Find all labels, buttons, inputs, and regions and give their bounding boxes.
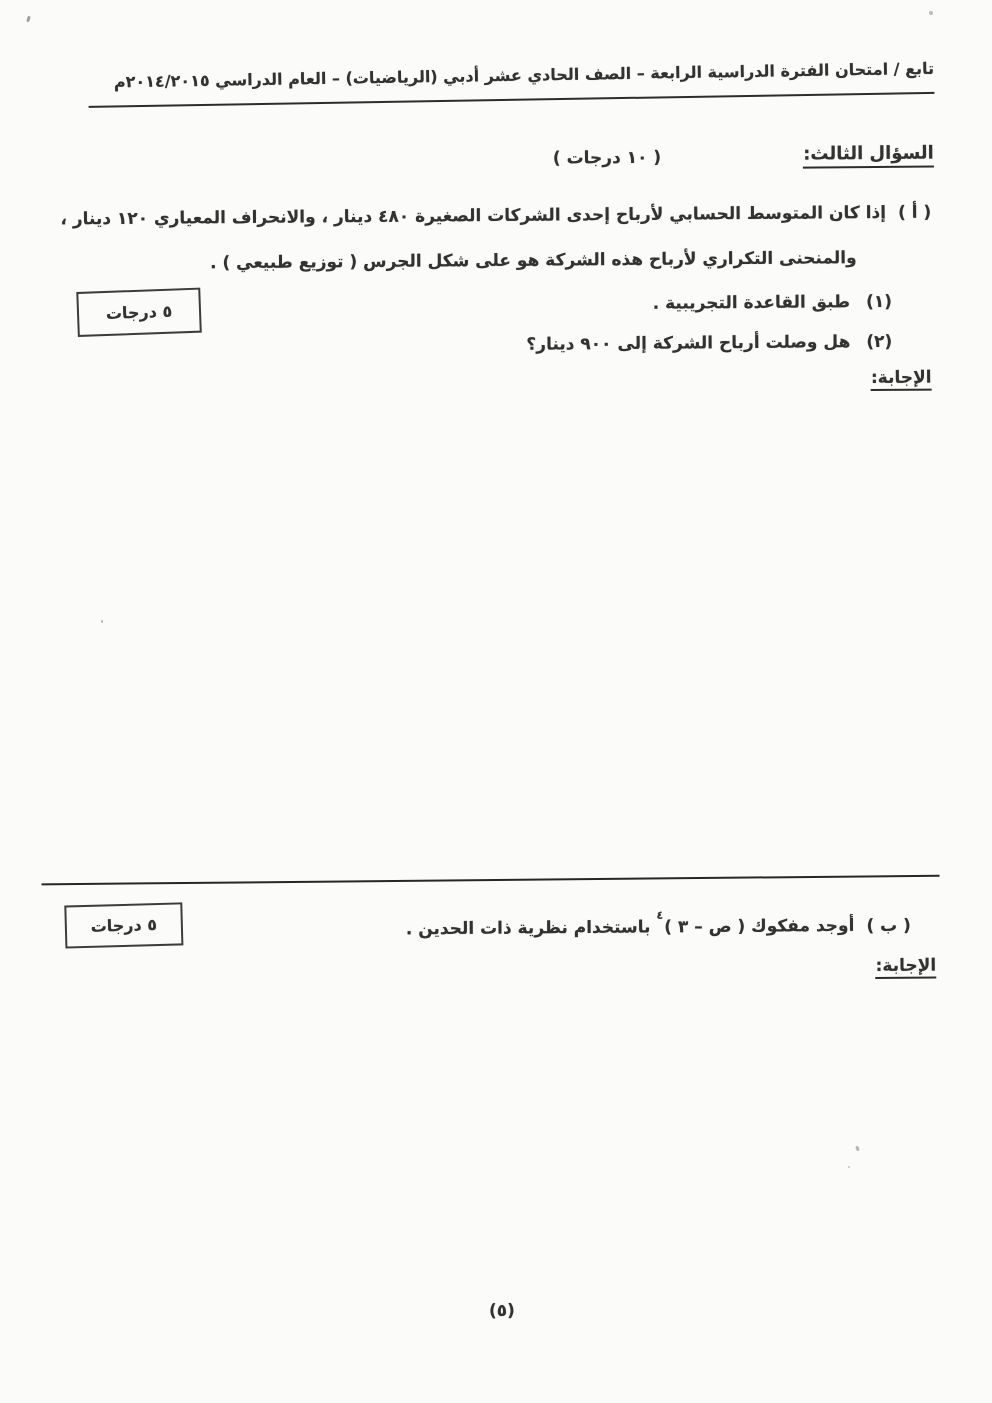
section-divider xyxy=(42,875,940,886)
question-title: السؤال الثالث: xyxy=(803,143,934,169)
question-total-marks: ( ١٠ درجات ) xyxy=(552,147,662,169)
part-a-item-2-number: (٢) xyxy=(866,331,893,353)
part-b-marks-box: ٥ درجات xyxy=(64,902,183,948)
page-number: (٥) xyxy=(488,1300,515,1322)
part-a-line2: والمنحنى التكراري لأرباح هذه الشركة هو على شكل الجرس ( توزيع طبيعي ) . xyxy=(209,248,857,274)
part-a-item-1-text: طبق القاعدة التجريبية . xyxy=(652,292,851,314)
part-a-item-2-text: هل وصلت أرباح الشركة إلى ٩٠٠ دينار؟ xyxy=(526,332,851,355)
part-a-item-1 xyxy=(653,292,892,314)
part-a-answer-label: الإجابة: xyxy=(871,368,932,391)
exam-header-line: تابع / امتحان الفترة الدراسية الرابعة – الصف الحادي عشر أدبي (الرياضيات) – العام الدراسي ٢٠١٤/٢٠١٥م xyxy=(88,59,934,108)
scan-speck xyxy=(101,620,103,623)
part-b-exponent: ٤ xyxy=(656,908,664,922)
scan-speck xyxy=(929,11,933,15)
part-a-item-2 xyxy=(526,332,892,355)
scan-speck xyxy=(848,1166,850,1168)
part-b-expression: أوجد مفكوك ( ص – ٣ ) xyxy=(664,915,855,938)
part-a-line1-text: إذا كان المتوسط الحسابي لأرباح إحدى الشركات الصغيرة ٤٨٠ دينار ، والانحراف المعياري ١٢٠ دينار ، xyxy=(60,202,887,230)
part-b-marker: ( ب ) xyxy=(866,915,911,936)
part-b-question xyxy=(405,908,911,940)
part-a-line1 xyxy=(60,203,931,230)
part-a-marker: ( أ ) xyxy=(897,202,932,223)
part-a-marks-box: ٥ درجات xyxy=(76,288,202,337)
part-b-answer-area xyxy=(875,956,936,976)
part-a-answer-area xyxy=(871,368,932,388)
part-a-item-1-number: (١) xyxy=(865,291,893,313)
part-b-answer-label: الإجابة: xyxy=(875,956,936,979)
part-b-tail: باستخدام نظرية ذات الحدين . xyxy=(405,917,651,940)
